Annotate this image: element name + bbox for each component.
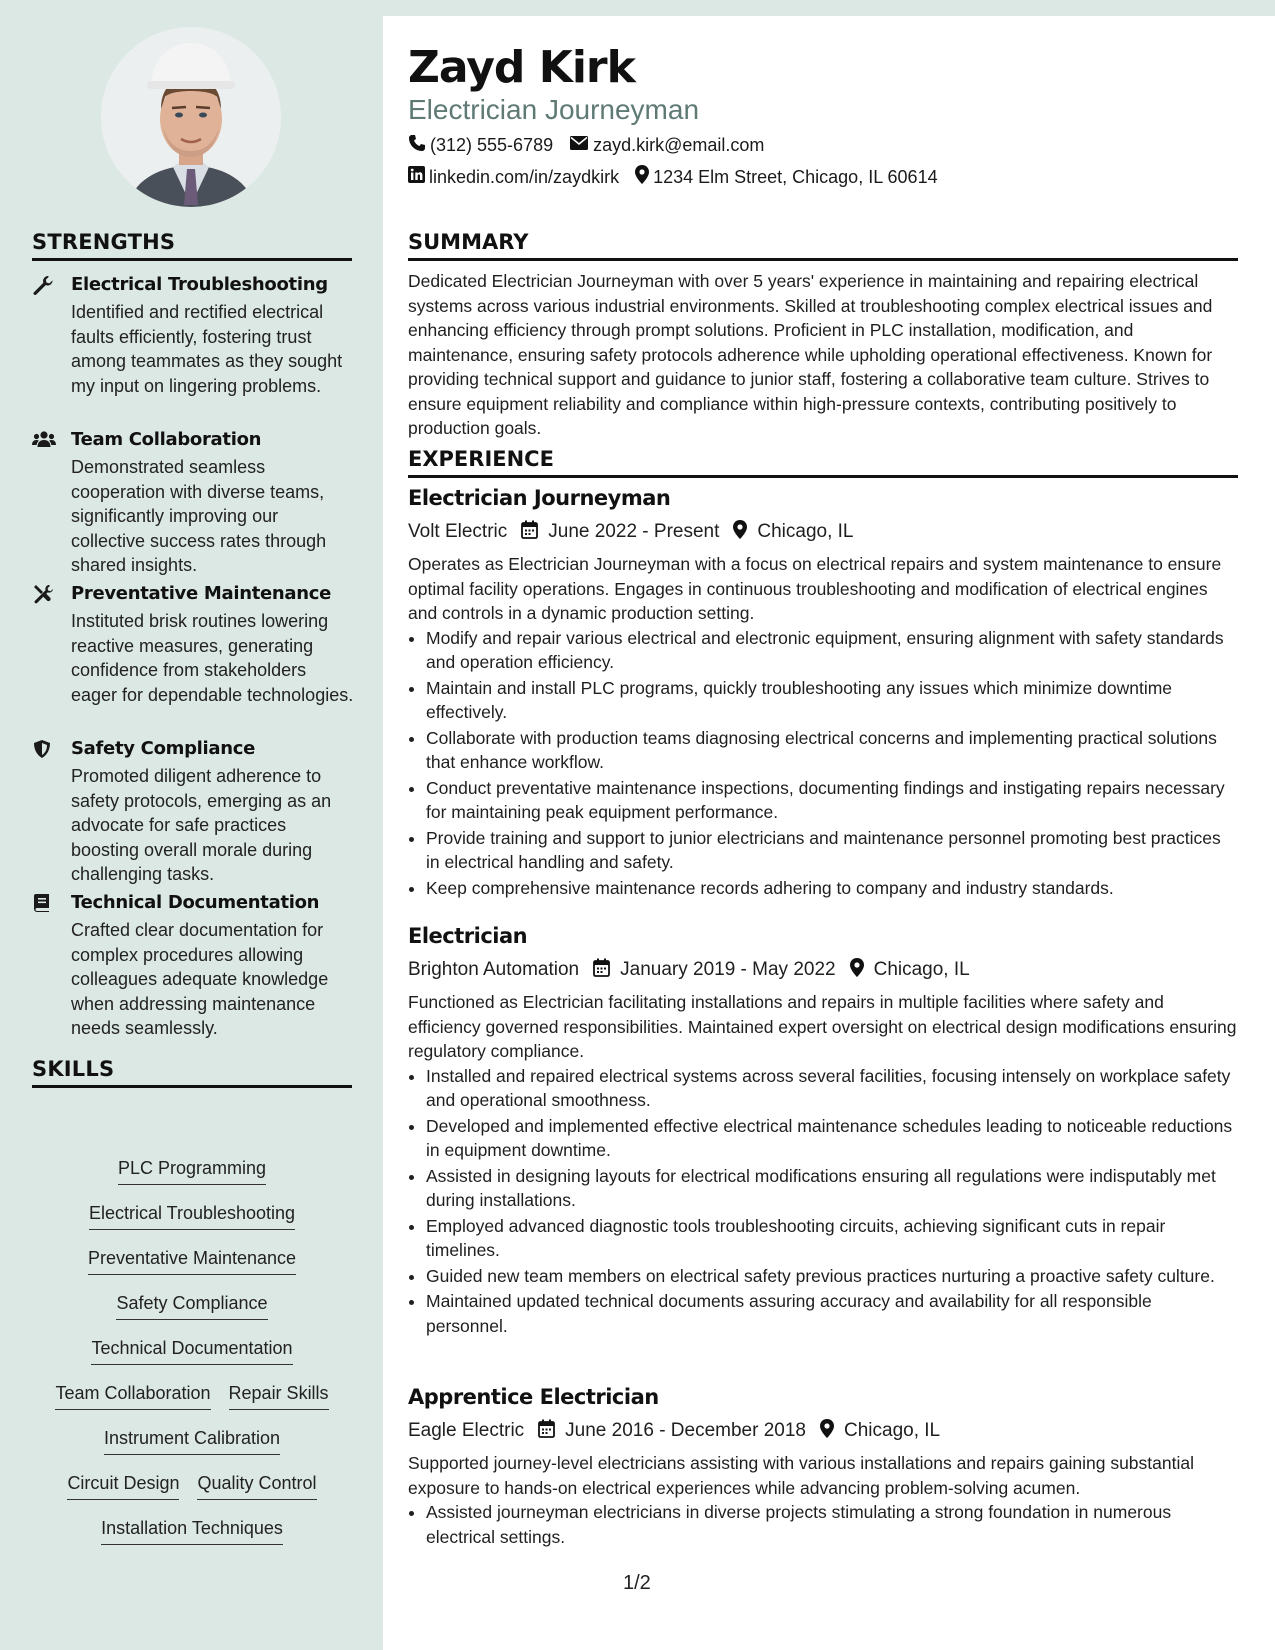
job-bullet: • Conduct preventative maintenance inspections, documenting findings and instigating repairs necessary for maintaining peak equipment performance. [426, 776, 1238, 825]
envelope-icon [569, 135, 589, 156]
job-description: Operates as Electrician Journeyman with a focus on electrical repairs and system maintenance to ensure optimal facility operations. Engages in continuous troubleshooting and modification of electrical engines and controls in a dynamic production setting. [408, 554, 1222, 623]
map-pin-icon [733, 520, 747, 545]
job-title: Electrician [408, 924, 528, 948]
job-entry [408, 924, 1238, 1338]
job-bullet: • Maintain and install PLC programs, quickly troubleshooting any issues which minimize downtime effectively. [426, 676, 1238, 725]
contact-row [408, 165, 938, 189]
job-dates-text: June 2016 - December 2018 [565, 1420, 806, 1441]
skill-tag: Repair Skills [229, 1383, 329, 1410]
job-bullet: • Assisted in designing layouts for electrical modifications ensuring all regulations were indisputably met during installations. [426, 1164, 1238, 1213]
tools-icon [32, 584, 56, 604]
job-bullet: • Developed and implemented effective electrical maintenance schedules leading to noticeable reductions in equipment downtime. [426, 1114, 1238, 1163]
contact-row [408, 134, 764, 157]
skill-tag: Instrument Calibration [104, 1428, 280, 1455]
job-bullet: • Provide training and support to junior electricians and maintenance personnel promoting best practices in electrical handling and safety. [426, 826, 1238, 875]
skill-tag: Quality Control [197, 1473, 316, 1500]
job-bullets [408, 1064, 1238, 1339]
company-name: Eagle Electric [408, 1420, 525, 1441]
strength-description: Crafted clear documentation for complex procedures allowing colleagues adequate knowledge when addressing maintenance needs seamlessly. [71, 920, 329, 1038]
skill-tag: Electrical Troubleshooting [89, 1203, 295, 1230]
job-dates-text: January 2019 - May 2022 [620, 959, 836, 980]
linkedin-icon [408, 166, 425, 188]
job-location-text: Chicago, IL [757, 521, 854, 542]
job-meta [408, 954, 1238, 986]
strength-title: Safety Compliance [71, 738, 256, 759]
calendar-icon [521, 520, 538, 545]
skill-tag: Safety Compliance [116, 1293, 267, 1320]
job-bullet: • Maintained updated technical documents assuring accuracy and availability for all responsible personnel. [426, 1289, 1238, 1338]
page-number: 1/2 [623, 1572, 651, 1594]
sidebar [0, 0, 383, 1650]
strength-title: Team Collaboration [71, 429, 262, 450]
strength-description: Identified and rectified electrical faults efficiently, fostering trust among teammates as they sought my input on lingering problems. [71, 302, 343, 396]
address-contact [635, 165, 938, 189]
skill-tag: Circuit Design [67, 1473, 179, 1500]
email-text[interactable]: zayd.kirk@email.com [593, 135, 765, 155]
strength-item [32, 892, 352, 1038]
job-location [850, 958, 970, 983]
job-dates [593, 958, 835, 983]
map-pin-icon [820, 1419, 834, 1444]
job-bullet: • Installed and repaired electrical systems across several facilities, focusing intensely on workplace safety and operational smoothness. [426, 1064, 1238, 1113]
job-bullet: • Collaborate with production teams diagnosing electrical concerns and implementing practical solutions that enhance workflow. [426, 726, 1238, 775]
strength-item [32, 429, 352, 575]
job-bullet: • Modify and repair various electrical and electronic equipment, ensuring alignment with safety standards and operation efficiency. [426, 626, 1238, 675]
shield-icon [32, 739, 56, 759]
strength-description: Promoted diligent adherence to safety protocols, emerging as an advocate for safe practices boosting overall morale during challenging tasks. [71, 766, 332, 884]
job-bullet: • Assisted journeyman electricians in diverse projects stimulating a strong foundation in numerous electrical settings. [426, 1500, 1238, 1549]
summary-text: Dedicated Electrician Journeyman with over 5 years' experience in maintaining and repairing electrical systems across various industrial environments. Skilled at troubleshooting complex electrical issues and enhancing efficiency through prompt solutions. Proficient in PLC installation, modification, and maintenance, ensuring safety protocols adherence while upholding operational effectiveness. Known for providing technical support and guidance to junior staff, fostering a collaborative team culture. Strives to ensure equipment reliability and compliance within high-pressure contexts, contributing positively to production goals. [408, 271, 1213, 438]
strength-description: Instituted brisk routines lowering reactive measures, generating confidence from stakeholders eager for dependable technologies. [71, 611, 354, 705]
strength-description: Demonstrated seamless cooperation with diverse teams, significantly improving our collective success rates through shared insights. [71, 457, 327, 575]
candidate-name: Zayd Kirk [408, 42, 635, 93]
profile-photo [101, 27, 281, 207]
job-entry [408, 1385, 1238, 1549]
main-content [383, 16, 1275, 1650]
phone-contact [408, 134, 553, 157]
job-description: Supported journey-level electricians assisting with various installations and repairs gaining substantial exposure to hands-on electrical experiences while advancing problem-solving acumen. [408, 1453, 1194, 1498]
skill-tag: Team Collaboration [55, 1383, 210, 1410]
skills-heading: SKILLS [32, 1057, 352, 1088]
job-bullets [408, 1500, 1238, 1549]
candidate-title: Electrician Journeyman [408, 94, 700, 125]
skill-tag: Technical Documentation [91, 1338, 292, 1365]
job-meta [408, 1415, 1238, 1447]
experience-heading: EXPERIENCE [408, 447, 1238, 478]
strengths-heading: STRENGTHS [32, 230, 352, 261]
strength-title: Electrical Troubleshooting [71, 274, 328, 295]
company-name: Brighton Automation [408, 959, 580, 980]
users-icon [32, 430, 56, 450]
linkedin-text[interactable]: linkedin.com/in/zaydkirk [429, 166, 620, 187]
skill-tag: Installation Techniques [101, 1518, 283, 1545]
linkedin-contact[interactable] [408, 165, 619, 189]
job-location-text: Chicago, IL [844, 1420, 941, 1441]
calendar-icon [538, 1419, 555, 1444]
strength-item [32, 738, 352, 884]
strength-title: Technical Documentation [71, 892, 320, 913]
email-contact[interactable] [569, 134, 764, 157]
skill-tag: Preventative Maintenance [88, 1248, 296, 1275]
job-bullet: • Employed advanced diagnostic tools troubleshooting circuits, achieving significant cuts in repair timelines. [426, 1214, 1238, 1263]
book-icon [32, 893, 56, 913]
job-entry [408, 486, 1238, 900]
job-dates [538, 1419, 806, 1444]
address-text: 1234 Elm Street, Chicago, IL 60614 [653, 166, 938, 187]
map-pin-icon [635, 165, 649, 189]
job-bullets [408, 626, 1238, 901]
job-meta [408, 516, 1238, 548]
job-description: Functioned as Electrician facilitating installations and repairs in multiple facilities where safety and efficiency governed responsibilities. Maintained expert oversight on electrical design modifications ensuring regulatory compliance. [408, 992, 1237, 1061]
skills-list [32, 1158, 352, 1563]
job-bullet: • Guided new team members on electrical safety previous practices nurturing a proactive safety culture. [426, 1264, 1238, 1289]
job-location [820, 1419, 940, 1444]
calendar-icon [593, 958, 610, 983]
job-location [733, 520, 853, 545]
strength-title: Preventative Maintenance [71, 583, 332, 604]
job-title: Apprentice Electrician [408, 1385, 659, 1409]
wrench-icon [32, 275, 56, 295]
job-bullet: • Keep comprehensive maintenance records adhering to company and industry standards. [426, 876, 1238, 901]
summary-heading: SUMMARY [408, 230, 1238, 261]
skill-tag: PLC Programming [118, 1158, 266, 1185]
map-pin-icon [850, 958, 864, 983]
job-title: Electrician Journeyman [408, 486, 671, 510]
company-name: Volt Electric [408, 521, 508, 542]
job-location-text: Chicago, IL [873, 959, 970, 980]
strength-item [32, 583, 352, 723]
phone-text: (312) 555-6789 [430, 135, 554, 155]
strength-item [32, 274, 352, 414]
job-dates-text: June 2022 - Present [548, 521, 720, 542]
phone-icon [408, 134, 426, 157]
job-dates [521, 520, 719, 545]
